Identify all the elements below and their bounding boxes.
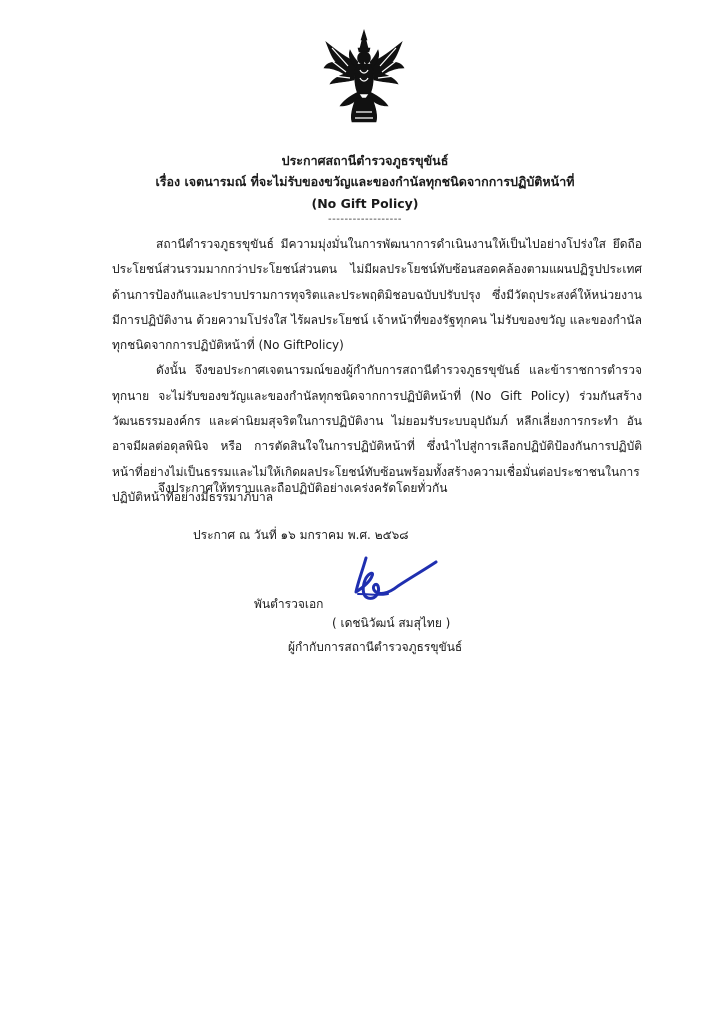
- body-paragraph-2: ดังนั้น จึงขอประกาศเจตนารมณ์ของผู้กำกับการสถานีตำรวจภูธรขุขันธ์ และข้าราชการตำรวจทุกนาย จะไม่รับของขวัญและของกำนัลทุกชนิดจากการปฏิบัติหน้าที่ (No Gift Policy) ร่วมกันสร้างวัฒนธรรมองค์กร และค่านิยมสุจริตในการปฏิบัติงาน ไม่ยอมรับระบบอุปถัมภ์ หลีกเลี่ยงการกระทำ อันอาจมีผลต่อดุลพินิจ หรือ การตัดสินใจในการปฏิบัติหน้าที่ ซึ่งนำไปสู่การเลือกปฏิบัติป้องกันการปฏิบัติหน้าที่อย่างไม่เป็นธรรมและไม่ให้เกิดผลประโยชน์ทับซ้อนพร้อมทั้งสร้างความเชื่อมั่นต่อประชาชนในการปฏิบัติหน้าที่อย่างมีธรรมาภิบาล: [112, 363, 642, 504]
- body-paragraph-1: สถานีตำรวจภูธรขุขันธ์ มีความมุ่งมั่นในการพัฒนาการดำเนินงานให้เป็นไปอย่างโปร่งใส ยึดถือประโยชน์ส่วนรวมมากกว่าประโยชน์ส่วนตน ไม่มีผลประโยชน์ทับซ้อนสอดคล้องตามแผนปฏิรูปประเทศด้านการป้องกันและปราบปรามการทุจริตและประพฤติมิชอบฉบับปรับปรุง ซึ่งมีวัตถุประสงค์ให้หน่วยงานมีการปฏิบัติงาน ด้วยความโปร่งใส ไร้ผลประโยชน์ เจ้าหน้าที่ของรัฐทุกคน ไม่รับของขวัญ และของกำนัลทุกชนิดจากการปฏิบัติหน้าที่ (No GiftPolicy): [112, 237, 642, 353]
- signatory-position: ผู้กำกับการสถานีตำรวจภูธรขุขันธ์: [288, 640, 463, 654]
- title-separator: ------------------: [328, 214, 402, 225]
- policy-name: (No Gift Policy): [311, 196, 419, 211]
- garuda-emblem-icon: [322, 28, 406, 124]
- announcement-subject: เรื่อง เจตนารมณ์ ที่จะไม่รับของขวัญและของกำนัลทุกชนิดจากการปฏิบัติหน้าที่: [155, 174, 575, 189]
- announcement-body: [112, 232, 642, 510]
- announcement-date: ประกาศ ณ วันที่ ๑๖ มกราคม พ.ศ. ๒๕๖๘: [193, 528, 409, 542]
- announcement-title: ประกาศสถานีตำรวจภูธรขุขันธ์: [281, 153, 449, 168]
- handwritten-signature: [336, 548, 446, 620]
- closing-statement: จึงประกาศให้ทราบและถือปฏิบัติอย่างเคร่งครัดโดยทั่วกัน: [158, 481, 448, 495]
- signatory-rank: พันตำรวจเอก: [254, 597, 324, 611]
- signatory-name: ( เดชนิวัฒน์ สมสุไทย ): [332, 616, 451, 630]
